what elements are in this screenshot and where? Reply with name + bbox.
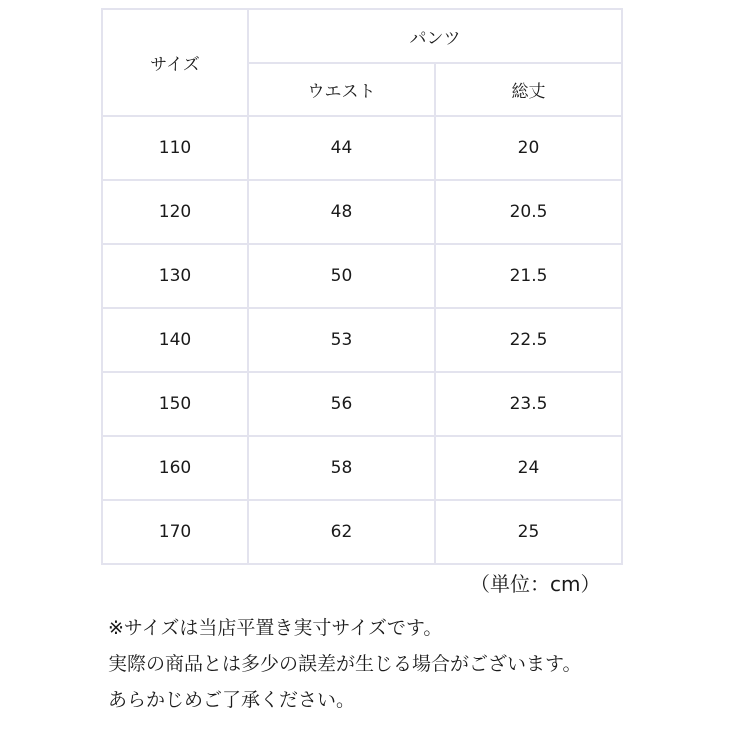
waist-cell: 62 [248, 500, 435, 564]
size-chart-table [101, 8, 623, 565]
table-row [102, 500, 622, 564]
unit-note: （単位：cm） [470, 572, 601, 596]
header-waist: ウエスト [248, 63, 435, 116]
size-cell: 160 [102, 436, 248, 500]
waist-cell: 44 [248, 116, 435, 180]
table-row [102, 244, 622, 308]
table-row [102, 436, 622, 500]
size-cell: 150 [102, 372, 248, 436]
size-cell: 170 [102, 500, 248, 564]
note-line: あらかじめご了承ください。 [108, 689, 356, 711]
length-cell: 20.5 [435, 180, 622, 244]
size-cell: 120 [102, 180, 248, 244]
waist-cell: 50 [248, 244, 435, 308]
size-cell: 140 [102, 308, 248, 372]
table-row [102, 116, 622, 180]
header-size: サイズ [102, 9, 248, 116]
length-cell: 21.5 [435, 244, 622, 308]
waist-cell: 58 [248, 436, 435, 500]
notes-block [108, 610, 581, 718]
table-row [102, 308, 622, 372]
length-cell: 24 [435, 436, 622, 500]
waist-cell: 53 [248, 308, 435, 372]
header-length: 総丈 [435, 63, 622, 116]
length-cell: 23.5 [435, 372, 622, 436]
waist-cell: 56 [248, 372, 435, 436]
header-pants-group: パンツ [248, 9, 622, 63]
length-cell: 22.5 [435, 308, 622, 372]
length-cell: 25 [435, 500, 622, 564]
note-line: ※サイズは当店平置き実寸サイズです。 [108, 617, 443, 639]
length-cell: 20 [435, 116, 622, 180]
waist-cell: 48 [248, 180, 435, 244]
table-row [102, 180, 622, 244]
size-cell: 110 [102, 116, 248, 180]
size-cell: 130 [102, 244, 248, 308]
header-row-1 [102, 9, 622, 63]
table-row [102, 372, 622, 436]
note-line: 実際の商品とは多少の誤差が生じる場合がございます。 [108, 653, 582, 675]
